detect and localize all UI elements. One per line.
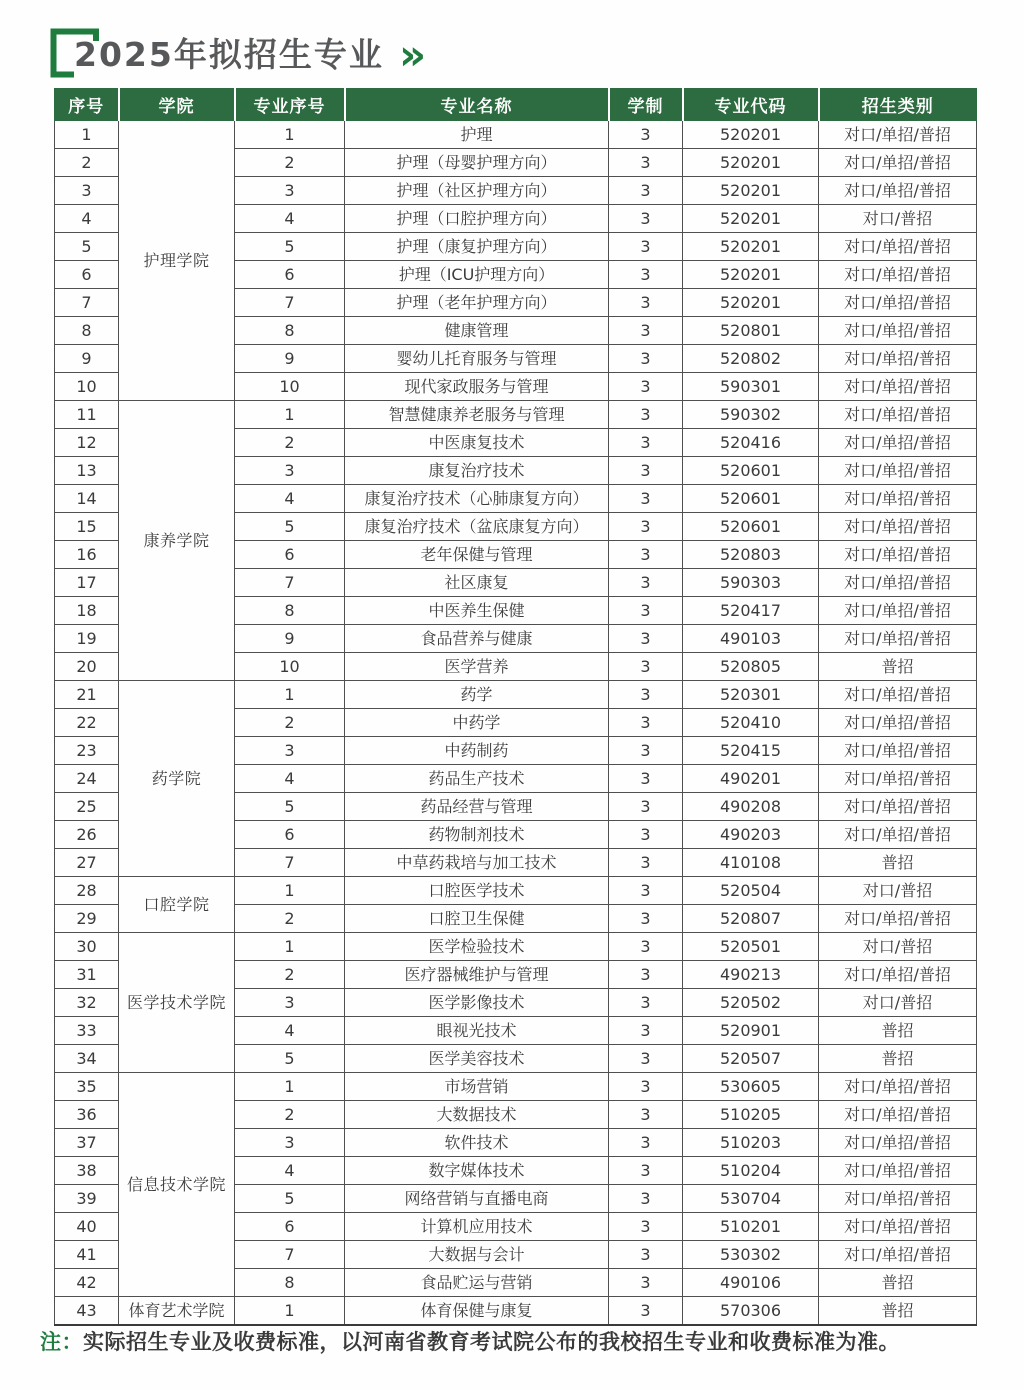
cell-major-name: 护理: [345, 121, 609, 149]
cell-index: 32: [55, 989, 119, 1017]
cell-code: 520601: [683, 485, 819, 513]
cell-years: 3: [609, 569, 683, 597]
cell-category: 对口/单招/普招: [819, 765, 977, 793]
cell-years: 3: [609, 289, 683, 317]
cell-index: 33: [55, 1017, 119, 1045]
cell-index: 40: [55, 1213, 119, 1241]
cell-seq: 4: [235, 485, 345, 513]
cell-index: 20: [55, 653, 119, 681]
cell-index: 23: [55, 737, 119, 765]
cell-seq: 5: [235, 233, 345, 261]
cell-years: 3: [609, 317, 683, 345]
cell-index: 22: [55, 709, 119, 737]
cell-index: 35: [55, 1073, 119, 1101]
cell-index: 15: [55, 513, 119, 541]
cell-code: 530605: [683, 1073, 819, 1101]
cell-category: 对口/普招: [819, 989, 977, 1017]
cell-seq: 5: [235, 793, 345, 821]
cell-major-name: 医学影像技术: [345, 989, 609, 1017]
table-row: [55, 681, 977, 709]
cell-code: 490201: [683, 765, 819, 793]
cell-major-name: 护理（老年护理方向）: [345, 289, 609, 317]
cell-category: 对口/单招/普招: [819, 569, 977, 597]
cell-major-name: 康复治疗技术: [345, 457, 609, 485]
cell-index: 11: [55, 401, 119, 429]
cell-seq: 1: [235, 401, 345, 429]
cell-major-name: 护理（母婴护理方向）: [345, 149, 609, 177]
cell-major-name: 中药制药: [345, 737, 609, 765]
footnote-text: 实际招生专业及收费标准，以河南省教育考试院公布的我校招生专业和收费标准为准。: [83, 1330, 900, 1354]
cell-seq: 8: [235, 1269, 345, 1297]
cell-major-name: 市场营销: [345, 1073, 609, 1101]
cell-years: 3: [609, 485, 683, 513]
cell-seq: 4: [235, 1017, 345, 1045]
cell-major-name: 药品经营与管理: [345, 793, 609, 821]
cell-index: 36: [55, 1101, 119, 1129]
cell-category: 对口/单招/普招: [819, 1157, 977, 1185]
cell-code: 410108: [683, 849, 819, 877]
cell-code: 510203: [683, 1129, 819, 1157]
cell-seq: 6: [235, 1213, 345, 1241]
cell-major-name: 护理（康复护理方向）: [345, 233, 609, 261]
cell-years: 3: [609, 513, 683, 541]
cell-major-name: 健康管理: [345, 317, 609, 345]
cell-years: 3: [609, 905, 683, 933]
cell-index: 21: [55, 681, 119, 709]
cell-code: 510204: [683, 1157, 819, 1185]
cell-seq: 1: [235, 121, 345, 149]
cell-index: 1: [55, 121, 119, 149]
cell-code: 520201: [683, 121, 819, 149]
cell-index: 3: [55, 177, 119, 205]
cell-years: 3: [609, 1241, 683, 1269]
cell-category: 对口/单招/普招: [819, 541, 977, 569]
cell-category: 对口/单招/普招: [819, 1185, 977, 1213]
cell-code: 520901: [683, 1017, 819, 1045]
cell-category: 普招: [819, 1269, 977, 1297]
cell-code: 490203: [683, 821, 819, 849]
cell-years: 3: [609, 1129, 683, 1157]
cell-category: 对口/单招/普招: [819, 961, 977, 989]
cell-college: 护理学院: [119, 121, 235, 401]
cell-code: 520507: [683, 1045, 819, 1073]
cell-index: 2: [55, 149, 119, 177]
cell-seq: 2: [235, 149, 345, 177]
cell-code: 520801: [683, 317, 819, 345]
cell-major-name: 婴幼儿托育服务与管理: [345, 345, 609, 373]
cell-code: 520301: [683, 681, 819, 709]
cell-seq: 6: [235, 261, 345, 289]
cell-years: 3: [609, 1101, 683, 1129]
cell-major-name: 社区康复: [345, 569, 609, 597]
cell-major-name: 康复治疗技术（盆底康复方向）: [345, 513, 609, 541]
footnote: [40, 1326, 900, 1356]
cell-code: 520201: [683, 289, 819, 317]
cell-category: 普招: [819, 849, 977, 877]
cell-code: 490106: [683, 1269, 819, 1297]
cell-seq: 7: [235, 569, 345, 597]
cell-years: 3: [609, 1269, 683, 1297]
cell-category: 对口/单招/普招: [819, 793, 977, 821]
header-row: [55, 89, 977, 121]
cell-category: 对口/普招: [819, 877, 977, 905]
page-title: 2025年拟招生专业: [74, 35, 384, 74]
cell-seq: 8: [235, 317, 345, 345]
cell-years: 3: [609, 709, 683, 737]
table-row: [55, 933, 977, 961]
cell-major-name: 大数据技术: [345, 1101, 609, 1129]
footnote-prefix: 注：: [40, 1330, 83, 1354]
cell-seq: 3: [235, 1129, 345, 1157]
cell-index: 9: [55, 345, 119, 373]
cell-major-name: 药品生产技术: [345, 765, 609, 793]
cell-years: 3: [609, 737, 683, 765]
cell-seq: 6: [235, 541, 345, 569]
cell-category: 对口/单招/普招: [819, 1073, 977, 1101]
cell-college: 康养学院: [119, 401, 235, 681]
column-header-years: 学制: [609, 89, 683, 121]
cell-index: 19: [55, 625, 119, 653]
cell-major-name: 医学美容技术: [345, 1045, 609, 1073]
cell-category: 对口/单招/普招: [819, 821, 977, 849]
cell-years: 3: [609, 933, 683, 961]
cell-seq: 2: [235, 905, 345, 933]
cell-category: 对口/单招/普招: [819, 373, 977, 401]
cell-index: 43: [55, 1297, 119, 1326]
cell-seq: 1: [235, 681, 345, 709]
cell-code: 520416: [683, 429, 819, 457]
cell-code: 520410: [683, 709, 819, 737]
cell-index: 10: [55, 373, 119, 401]
cell-years: 3: [609, 261, 683, 289]
cell-category: 对口/单招/普招: [819, 1241, 977, 1269]
cell-seq: 3: [235, 177, 345, 205]
cell-category: 普招: [819, 653, 977, 681]
cell-years: 3: [609, 681, 683, 709]
cell-college: 口腔学院: [119, 877, 235, 933]
cell-years: 3: [609, 233, 683, 261]
cell-years: 3: [609, 121, 683, 149]
cell-category: 对口/单招/普招: [819, 485, 977, 513]
cell-code: 520501: [683, 933, 819, 961]
cell-years: 3: [609, 345, 683, 373]
cell-category: 对口/单招/普招: [819, 121, 977, 149]
cell-code: 520201: [683, 233, 819, 261]
cell-category: 对口/普招: [819, 933, 977, 961]
cell-major-name: 中药学: [345, 709, 609, 737]
cell-seq: 2: [235, 429, 345, 457]
cell-years: 3: [609, 149, 683, 177]
cell-seq: 3: [235, 457, 345, 485]
cell-seq: 5: [235, 513, 345, 541]
cell-major-name: 护理（社区护理方向）: [345, 177, 609, 205]
cell-index: 31: [55, 961, 119, 989]
cell-code: 520201: [683, 177, 819, 205]
column-header-major: 专业名称: [345, 89, 609, 121]
cell-index: 26: [55, 821, 119, 849]
cell-seq: 8: [235, 597, 345, 625]
majors-table: [54, 88, 977, 1326]
cell-years: 3: [609, 1297, 683, 1326]
cell-major-name: 药学: [345, 681, 609, 709]
cell-years: 3: [609, 1185, 683, 1213]
cell-college: 药学院: [119, 681, 235, 877]
cell-code: 520601: [683, 513, 819, 541]
cell-major-name: 医学检验技术: [345, 933, 609, 961]
cell-category: 对口/单招/普招: [819, 261, 977, 289]
cell-major-name: 眼视光技术: [345, 1017, 609, 1045]
cell-major-name: 医学营养: [345, 653, 609, 681]
cell-category: 对口/单招/普招: [819, 513, 977, 541]
cell-major-name: 网络营销与直播电商: [345, 1185, 609, 1213]
cell-seq: 5: [235, 1185, 345, 1213]
cell-code: 520803: [683, 541, 819, 569]
cell-seq: 2: [235, 709, 345, 737]
cell-major-name: 口腔医学技术: [345, 877, 609, 905]
cell-college: 信息技术学院: [119, 1073, 235, 1297]
cell-code: 520502: [683, 989, 819, 1017]
cell-years: 3: [609, 1073, 683, 1101]
cell-category: 对口/单招/普招: [819, 709, 977, 737]
cell-major-name: 数字媒体技术: [345, 1157, 609, 1185]
cell-seq: 9: [235, 625, 345, 653]
cell-years: 3: [609, 177, 683, 205]
cell-code: 520415: [683, 737, 819, 765]
cell-category: 对口/单招/普招: [819, 597, 977, 625]
double-arrow-icon: »: [398, 30, 425, 79]
cell-category: 对口/单招/普招: [819, 905, 977, 933]
cell-index: 38: [55, 1157, 119, 1185]
cell-years: 3: [609, 429, 683, 457]
cell-category: 对口/单招/普招: [819, 401, 977, 429]
cell-seq: 1: [235, 933, 345, 961]
cell-major-name: 护理（ICU护理方向）: [345, 261, 609, 289]
cell-major-name: 老年保健与管理: [345, 541, 609, 569]
cell-years: 3: [609, 1017, 683, 1045]
cell-category: 对口/单招/普招: [819, 625, 977, 653]
cell-major-name: 中草药栽培与加工技术: [345, 849, 609, 877]
cell-category: 对口/单招/普招: [819, 429, 977, 457]
cell-code: 520417: [683, 597, 819, 625]
cell-category: 对口/单招/普招: [819, 233, 977, 261]
cell-years: 3: [609, 205, 683, 233]
cell-index: 18: [55, 597, 119, 625]
cell-category: 普招: [819, 1017, 977, 1045]
cell-code: 510205: [683, 1101, 819, 1129]
cell-index: 30: [55, 933, 119, 961]
cell-code: 490103: [683, 625, 819, 653]
cell-years: 3: [609, 849, 683, 877]
cell-index: 28: [55, 877, 119, 905]
table-row: [55, 121, 977, 149]
column-header-code: 专业代码: [683, 89, 819, 121]
cell-college: 医学技术学院: [119, 933, 235, 1073]
cell-code: 520805: [683, 653, 819, 681]
column-header-category: 招生类别: [819, 89, 977, 121]
cell-major-name: 食品营养与健康: [345, 625, 609, 653]
cell-code: 520807: [683, 905, 819, 933]
cell-seq: 9: [235, 345, 345, 373]
cell-seq: 7: [235, 289, 345, 317]
cell-category: 对口/单招/普招: [819, 345, 977, 373]
cell-years: 3: [609, 401, 683, 429]
cell-index: 6: [55, 261, 119, 289]
cell-index: 27: [55, 849, 119, 877]
cell-code: 510201: [683, 1213, 819, 1241]
cell-seq: 7: [235, 1241, 345, 1269]
cell-code: 520504: [683, 877, 819, 905]
cell-seq: 2: [235, 1101, 345, 1129]
cell-index: 4: [55, 205, 119, 233]
table-row: [55, 877, 977, 905]
cell-years: 3: [609, 793, 683, 821]
cell-category: 普招: [819, 1297, 977, 1326]
cell-category: 对口/单招/普招: [819, 737, 977, 765]
cell-years: 3: [609, 653, 683, 681]
cell-seq: 6: [235, 821, 345, 849]
cell-seq: 1: [235, 1297, 345, 1326]
cell-major-name: 体育保健与康复: [345, 1297, 609, 1326]
cell-major-name: 现代家政服务与管理: [345, 373, 609, 401]
cell-index: 34: [55, 1045, 119, 1073]
cell-index: 25: [55, 793, 119, 821]
cell-seq: 3: [235, 737, 345, 765]
cell-code: 490208: [683, 793, 819, 821]
cell-years: 3: [609, 989, 683, 1017]
cell-years: 3: [609, 457, 683, 485]
cell-category: 对口/单招/普招: [819, 1129, 977, 1157]
table-row: [55, 1073, 977, 1101]
cell-index: 12: [55, 429, 119, 457]
cell-seq: 3: [235, 989, 345, 1017]
column-header-seq: 专业序号: [235, 89, 345, 121]
cell-code: 490213: [683, 961, 819, 989]
cell-seq: 7: [235, 849, 345, 877]
cell-years: 3: [609, 877, 683, 905]
cell-index: 37: [55, 1129, 119, 1157]
cell-years: 3: [609, 625, 683, 653]
cell-seq: 1: [235, 1073, 345, 1101]
cell-years: 3: [609, 373, 683, 401]
cell-years: 3: [609, 1213, 683, 1241]
cell-category: 对口/普招: [819, 205, 977, 233]
cell-major-name: 康复治疗技术（心肺康复方向）: [345, 485, 609, 513]
cell-code: 520802: [683, 345, 819, 373]
cell-category: 对口/单招/普招: [819, 149, 977, 177]
cell-code: 520201: [683, 261, 819, 289]
cell-code: 530704: [683, 1185, 819, 1213]
cell-index: 13: [55, 457, 119, 485]
cell-seq: 4: [235, 205, 345, 233]
cell-major-name: 软件技术: [345, 1129, 609, 1157]
cell-index: 5: [55, 233, 119, 261]
cell-code: 520201: [683, 149, 819, 177]
cell-seq: 10: [235, 373, 345, 401]
cell-major-name: 大数据与会计: [345, 1241, 609, 1269]
column-header-index: 序号: [55, 89, 119, 121]
cell-category: 对口/单招/普招: [819, 1101, 977, 1129]
cell-major-name: 口腔卫生保健: [345, 905, 609, 933]
cell-years: 3: [609, 541, 683, 569]
cell-years: 3: [609, 1045, 683, 1073]
cell-major-name: 医疗器械维护与管理: [345, 961, 609, 989]
cell-category: 普招: [819, 1045, 977, 1073]
cell-years: 3: [609, 961, 683, 989]
cell-category: 对口/单招/普招: [819, 1213, 977, 1241]
cell-seq: 1: [235, 877, 345, 905]
cell-major-name: 中医康复技术: [345, 429, 609, 457]
cell-major-name: 计算机应用技术: [345, 1213, 609, 1241]
cell-years: 3: [609, 821, 683, 849]
cell-index: 14: [55, 485, 119, 513]
cell-major-name: 食品贮运与营销: [345, 1269, 609, 1297]
cell-seq: 4: [235, 765, 345, 793]
page-header: [50, 26, 424, 84]
corner-bracket-icon: [50, 28, 100, 78]
cell-index: 39: [55, 1185, 119, 1213]
cell-major-name: 中医养生保健: [345, 597, 609, 625]
cell-code: 530302: [683, 1241, 819, 1269]
cell-category: 对口/单招/普招: [819, 317, 977, 345]
cell-code: 590302: [683, 401, 819, 429]
cell-seq: 4: [235, 1157, 345, 1185]
cell-seq: 10: [235, 653, 345, 681]
cell-years: 3: [609, 597, 683, 625]
cell-index: 7: [55, 289, 119, 317]
cell-category: 对口/单招/普招: [819, 681, 977, 709]
cell-index: 42: [55, 1269, 119, 1297]
table-row: [55, 1297, 977, 1326]
cell-years: 3: [609, 1157, 683, 1185]
cell-index: 16: [55, 541, 119, 569]
cell-index: 29: [55, 905, 119, 933]
cell-code: 590301: [683, 373, 819, 401]
cell-code: 520601: [683, 457, 819, 485]
cell-code: 520201: [683, 205, 819, 233]
cell-index: 24: [55, 765, 119, 793]
cell-major-name: 护理（口腔护理方向）: [345, 205, 609, 233]
cell-category: 对口/单招/普招: [819, 177, 977, 205]
cell-major-name: 智慧健康养老服务与管理: [345, 401, 609, 429]
cell-code: 590303: [683, 569, 819, 597]
cell-category: 对口/单招/普招: [819, 289, 977, 317]
cell-category: 对口/单招/普招: [819, 457, 977, 485]
cell-college: 体育艺术学院: [119, 1297, 235, 1326]
cell-major-name: 药物制剂技术: [345, 821, 609, 849]
cell-code: 570306: [683, 1297, 819, 1326]
cell-index: 8: [55, 317, 119, 345]
cell-seq: 5: [235, 1045, 345, 1073]
cell-seq: 2: [235, 961, 345, 989]
cell-years: 3: [609, 765, 683, 793]
cell-index: 17: [55, 569, 119, 597]
table-row: [55, 401, 977, 429]
cell-index: 41: [55, 1241, 119, 1269]
column-header-college: 学院: [119, 89, 235, 121]
